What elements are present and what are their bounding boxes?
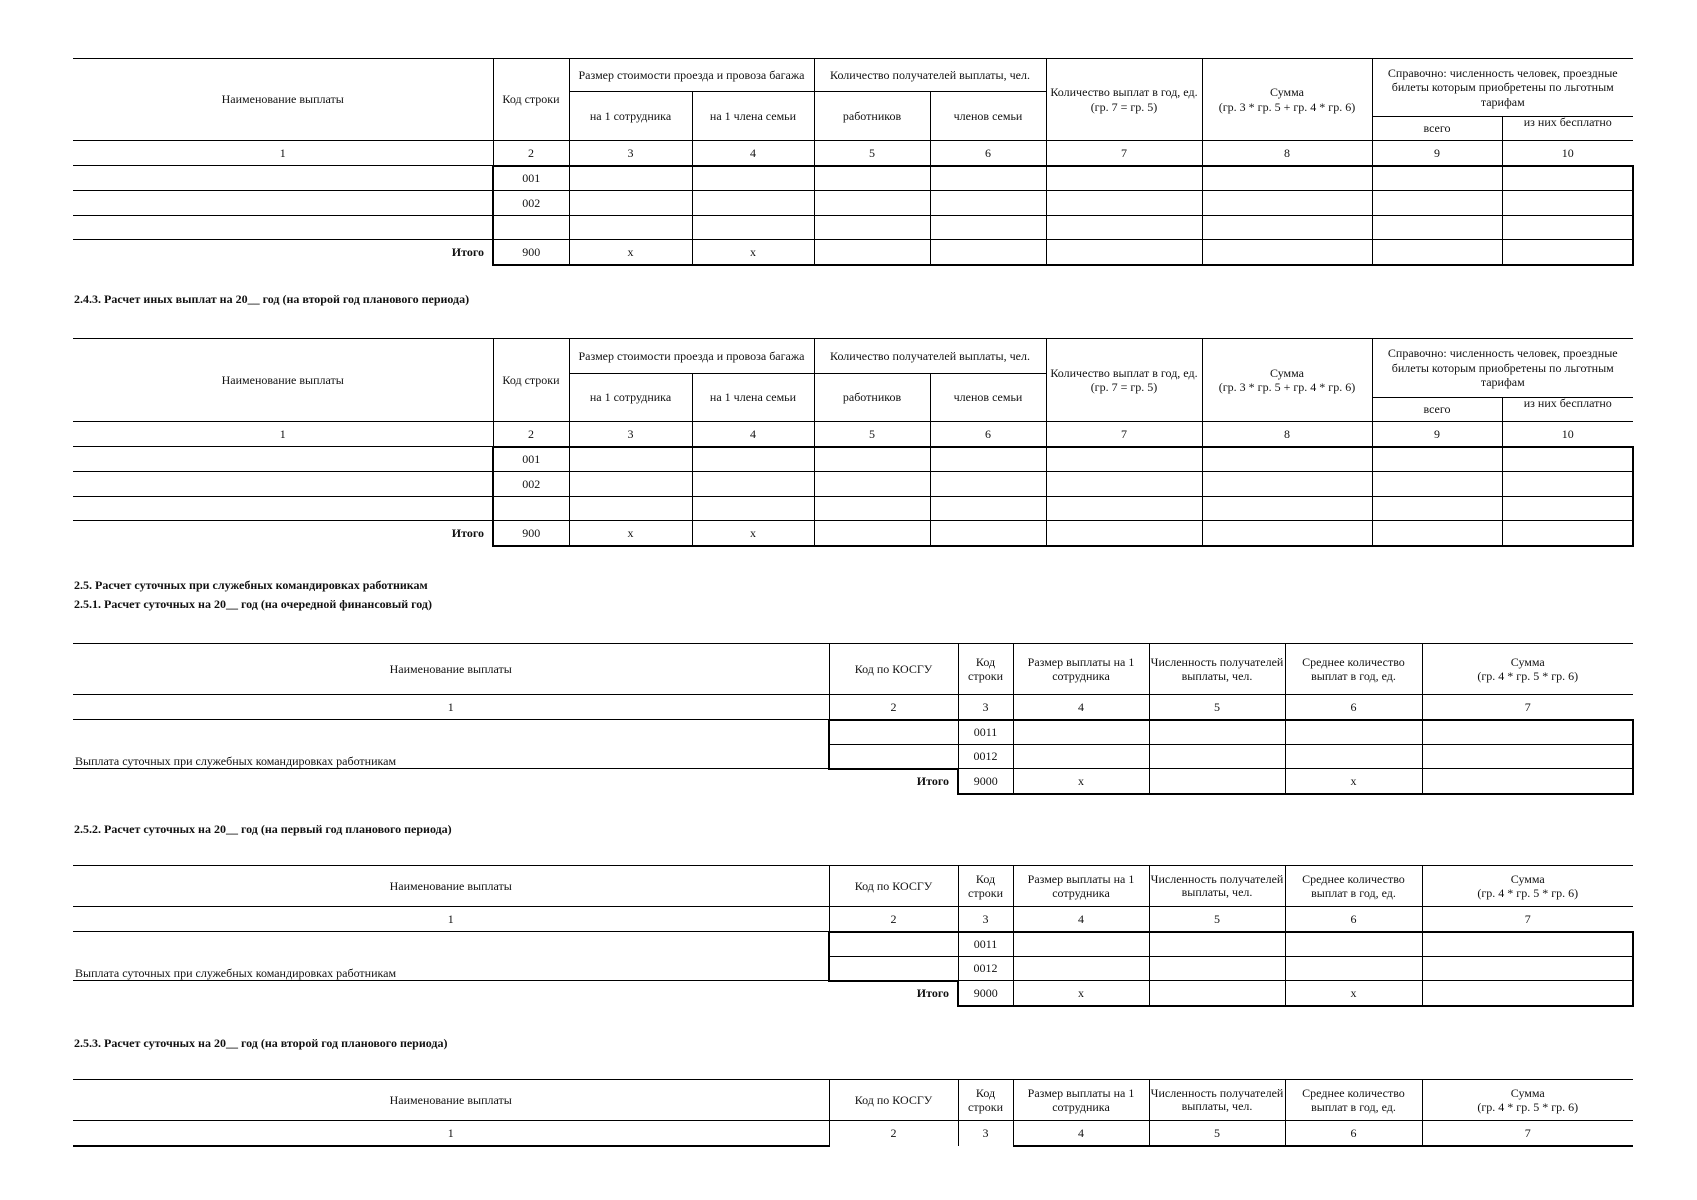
- daily-table-1: [73, 643, 1634, 795]
- num-3: 3: [569, 141, 692, 166]
- num-1: 1: [73, 141, 493, 166]
- section-2-5-2-heading: 2.5.2. Расчет суточных на 20__ год (на первый год планового периода): [74, 822, 452, 836]
- num-2: 2: [829, 907, 958, 932]
- num-6: 6: [1285, 1121, 1422, 1146]
- payments-formula: (гр. 7 = гр. 5): [1090, 99, 1158, 114]
- row-name[interactable]: [73, 166, 493, 191]
- section-2-5-heading: 2.5. Расчет суточных при служебных командировках работникам: [74, 578, 428, 592]
- row-code[interactable]: [493, 497, 569, 521]
- row-name[interactable]: [73, 472, 493, 497]
- payments-label: Количество выплат в год, ед.: [1050, 85, 1198, 100]
- daily-table-2: [73, 865, 1634, 1007]
- table-row: [73, 497, 1633, 521]
- num-10: 10: [1502, 422, 1633, 447]
- num-1: 1: [73, 695, 829, 720]
- num-5: 5: [1149, 695, 1285, 720]
- col-recipients-header: Численность получателей выплаты, чел.: [1149, 866, 1285, 907]
- total-x: x: [1285, 981, 1422, 1006]
- col-total: всего: [1372, 398, 1502, 422]
- col-amount-header: Размер выплаты на 1 сотрудника: [1013, 644, 1149, 695]
- sum-formula: (гр. 4 * гр. 5 * гр. 6): [1477, 669, 1579, 683]
- num-2: 2: [493, 422, 569, 447]
- payments-label: Количество выплат в год, ед.: [1050, 365, 1198, 380]
- num-8: 8: [1202, 422, 1372, 447]
- sum-label: Сумма: [1510, 871, 1545, 886]
- total-x: x: [569, 521, 692, 546]
- num-2: 2: [829, 695, 958, 720]
- row-name[interactable]: [73, 447, 493, 472]
- col-cost-header: Размер стоимости проезда и провоза багажа: [569, 59, 814, 92]
- sum-label: Сумма: [1270, 85, 1304, 100]
- section-2-5-3-heading: 2.5.3. Расчет суточных на 20__ год (на второй год планового периода): [74, 1036, 448, 1050]
- row-kosgu[interactable]: [829, 720, 958, 745]
- total-x: x: [569, 240, 692, 265]
- num-3: 3: [958, 695, 1013, 720]
- col-code-header: Код строки: [493, 339, 569, 422]
- row-code: 002: [493, 472, 569, 497]
- col-name-header: Наименование выплаты: [73, 339, 493, 422]
- total-label: Итого: [451, 526, 484, 541]
- num-3: 3: [958, 1121, 1013, 1146]
- total-label: Итого: [916, 986, 949, 1001]
- num-7: 7: [1046, 141, 1202, 166]
- col-recipients-header: Численность получателей выплаты, чел.: [1149, 1080, 1285, 1121]
- col-sum-header: [1422, 644, 1633, 695]
- col-workers: работников: [814, 92, 930, 141]
- col-recipients-header: Численность получателей выплаты, чел.: [1149, 644, 1285, 695]
- col-amount-header: Размер выплаты на 1 сотрудника: [1013, 866, 1149, 907]
- num-6: 6: [930, 422, 1046, 447]
- col-kosgu-header: Код по КОСГУ: [829, 644, 958, 695]
- total-code: 9000: [958, 769, 1013, 794]
- table-row: [73, 932, 1633, 957]
- sum-formula: (гр. 3 * гр. 5 + гр. 4 * гр. 6): [1218, 380, 1356, 394]
- daily-table-3: [73, 1079, 1633, 1147]
- row-code: 002: [493, 191, 569, 216]
- row-kosgu[interactable]: [829, 957, 958, 981]
- col-kosgu-header: Код по КОСГУ: [829, 1080, 958, 1121]
- col-workers: работников: [814, 374, 930, 422]
- row-code: 0011: [958, 720, 1013, 745]
- row-code: 001: [493, 166, 569, 191]
- total-code: 900: [493, 521, 569, 546]
- col-free: из них бесплатно: [1523, 397, 1612, 410]
- num-7: 7: [1046, 422, 1202, 447]
- col-recipients-header: Количество получателей выплаты, чел.: [814, 339, 1046, 374]
- col-free: из них бесплатно: [1523, 116, 1612, 129]
- col-recipients-header: Количество получателей выплаты, чел.: [814, 59, 1046, 92]
- num-5: 5: [814, 141, 930, 166]
- col-family-members: членов семьи: [930, 374, 1046, 422]
- col-name-header: Наименование выплаты: [73, 59, 493, 141]
- col-avg-header: Среднее количество выплат в год, ед.: [1285, 1080, 1422, 1121]
- num-4: 4: [1013, 1121, 1149, 1146]
- num-5: 5: [1149, 907, 1285, 932]
- total-x: x: [692, 521, 814, 546]
- total-label: Итого: [451, 245, 484, 260]
- table-row: [73, 216, 1633, 240]
- col-payments-header: [1046, 339, 1202, 422]
- num-1: 1: [73, 1121, 829, 1146]
- row-code: 001: [493, 447, 569, 472]
- num-9: 9: [1372, 141, 1502, 166]
- travel-table-2: [73, 338, 1634, 547]
- col-name-header: Наименование выплаты: [73, 866, 829, 907]
- row-kosgu[interactable]: [829, 932, 958, 957]
- num-1: 1: [73, 907, 829, 932]
- num-2: 2: [829, 1121, 958, 1146]
- row-name: Выплата суточных при служебных командировках работникам: [73, 932, 829, 981]
- col-cost-header: Размер стоимости проезда и провоза багажа: [569, 339, 814, 374]
- col-per-employee: на 1 сотрудника: [569, 374, 692, 422]
- col-family-members: членов семьи: [930, 92, 1046, 141]
- col-code-header: Код строки: [493, 59, 569, 141]
- sum-formula: (гр. 4 * гр. 5 * гр. 6): [1477, 886, 1579, 900]
- num-6: 6: [1285, 907, 1422, 932]
- row-name: Выплата суточных при служебных командировках работникам: [73, 720, 829, 769]
- total-x: x: [692, 240, 814, 265]
- col-code-header: Код строки: [958, 866, 1013, 907]
- table-row: [73, 166, 1633, 191]
- row-code: 0012: [958, 957, 1013, 981]
- row-code: 0011: [958, 932, 1013, 957]
- total-code: 9000: [958, 981, 1013, 1006]
- table-row: [73, 472, 1633, 497]
- col-name-header: Наименование выплаты: [73, 644, 829, 695]
- total-row: [73, 240, 1633, 265]
- num-7: 7: [1422, 907, 1633, 932]
- payments-formula: (гр. 7 = гр. 5): [1090, 380, 1158, 394]
- col-sum-header: [1422, 1080, 1633, 1121]
- num-7: 7: [1422, 695, 1633, 720]
- col-per-family: на 1 члена семьи: [692, 92, 814, 141]
- col-avg-header: Среднее количество выплат в год, ед.: [1285, 866, 1422, 907]
- total-code: 900: [493, 240, 569, 265]
- num-7: 7: [1422, 1121, 1633, 1146]
- num-4: 4: [1013, 695, 1149, 720]
- num-10: 10: [1502, 141, 1633, 166]
- table-row: [73, 720, 1633, 745]
- total-x: x: [1285, 769, 1422, 794]
- total-x: x: [1013, 981, 1149, 1006]
- section-2-5-1-heading: 2.5.1. Расчет суточных на 20__ год (на очередной финансовый год): [74, 597, 432, 611]
- col-sum-header: [1422, 866, 1633, 907]
- section-2-4-3-heading: 2.4.3. Расчет иных выплат на 20__ год (на второй год планового периода): [74, 292, 470, 306]
- col-code-header: Код строки: [958, 644, 1013, 695]
- num-4: 4: [692, 422, 814, 447]
- row-name[interactable]: [73, 216, 493, 240]
- row-kosgu[interactable]: [829, 745, 958, 769]
- num-2: 2: [493, 141, 569, 166]
- num-6: 6: [1285, 695, 1422, 720]
- sum-formula: (гр. 4 * гр. 5 * гр. 6): [1477, 1100, 1579, 1114]
- col-sum-header: [1202, 339, 1372, 422]
- row-name[interactable]: [73, 497, 493, 521]
- num-3: 3: [958, 907, 1013, 932]
- num-1: 1: [73, 422, 493, 447]
- col-amount-header: Размер выплаты на 1 сотрудника: [1013, 1080, 1149, 1121]
- sum-label: Сумма: [1270, 365, 1304, 380]
- total-x: x: [1013, 769, 1149, 794]
- col-per-employee: на 1 сотрудника: [569, 92, 692, 141]
- col-per-family: на 1 члена семьи: [692, 374, 814, 422]
- col-code-header: Код строки: [958, 1080, 1013, 1121]
- total-row: [73, 521, 1633, 546]
- sum-formula: (гр. 3 * гр. 5 + гр. 4 * гр. 6): [1218, 99, 1356, 114]
- col-name-header: Наименование выплаты: [73, 1080, 829, 1121]
- travel-table-1: [73, 58, 1634, 266]
- col-payments-header: [1046, 59, 1202, 141]
- col-avg-header: Среднее количество выплат в год, ед.: [1285, 644, 1422, 695]
- col-kosgu-header: Код по КОСГУ: [829, 866, 958, 907]
- row-code[interactable]: [493, 216, 569, 240]
- table-row: [73, 191, 1633, 216]
- sum-label: Сумма: [1510, 654, 1545, 669]
- num-9: 9: [1372, 422, 1502, 447]
- num-5: 5: [1149, 1121, 1285, 1146]
- col-sum-header: [1202, 59, 1372, 141]
- num-5: 5: [814, 422, 930, 447]
- num-4: 4: [1013, 907, 1149, 932]
- num-4: 4: [692, 141, 814, 166]
- num-3: 3: [569, 422, 692, 447]
- row-name[interactable]: [73, 191, 493, 216]
- sum-label: Сумма: [1510, 1085, 1545, 1100]
- col-total: всего: [1372, 117, 1502, 141]
- total-row: [73, 981, 1633, 1006]
- total-row: [73, 769, 1633, 794]
- col-reference-header: Справочно: численность человек, проездные билеты которым приобретены по льготным тарифам: [1372, 339, 1633, 398]
- row-code: 0012: [958, 745, 1013, 769]
- num-6: 6: [930, 141, 1046, 166]
- total-label: Итого: [916, 774, 949, 789]
- table-row: [73, 447, 1633, 472]
- num-8: 8: [1202, 141, 1372, 166]
- col-reference-header: Справочно: численность человек, проездные билеты которым приобретены по льготным тарифам: [1372, 59, 1633, 117]
